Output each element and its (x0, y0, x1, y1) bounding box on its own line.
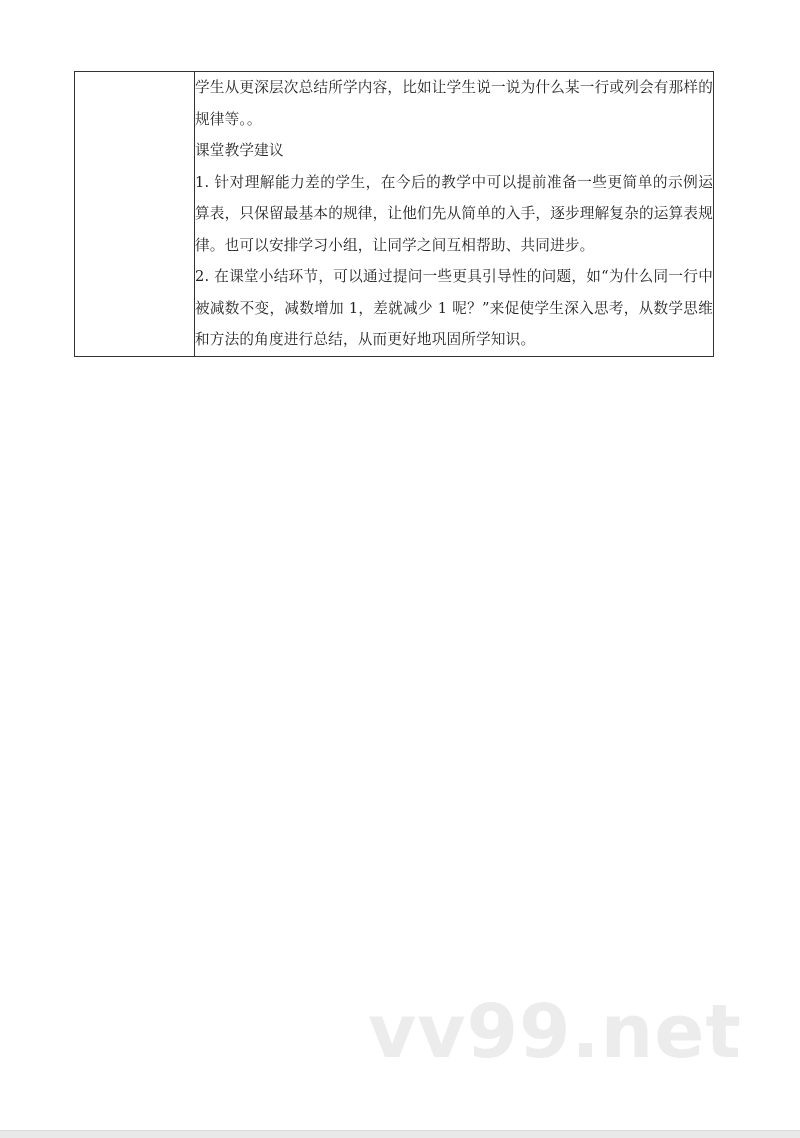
table-right-cell (195, 72, 714, 357)
watermark-logo: vv99.net (368, 989, 742, 1075)
suggestion-item-1: 1. 针对理解能力差的学生，在今后的教学中可以提前准备一些更简单的示例运算表，只保留最基本的规律，让他们先从简单的入手，逐步理解复杂的运算表规律。也可以安排学习小组，让同学之间互相帮助、共同进步。 (195, 173, 713, 254)
suggestion-item-2: 2. 在课堂小结环节，可以通过提问一些更具引导性的问题，如“为什么同一行中被减数不变，减数增加 1，差就减少 1 呢？”来促使学生深入思考，从数学思维和方法的角度进行总结，从而更好地巩固所学知识。 (195, 268, 713, 348)
paragraph-summary-continuation: 学生从更深层次总结所学内容，比如让学生说一说为什么某一行或列会有那样的规律等。。 (195, 79, 713, 128)
table-left-cell (75, 72, 195, 357)
section-heading-teaching-suggestions: 课堂教学建议 (195, 142, 284, 159)
table-row (75, 72, 714, 357)
lesson-table (74, 71, 714, 357)
